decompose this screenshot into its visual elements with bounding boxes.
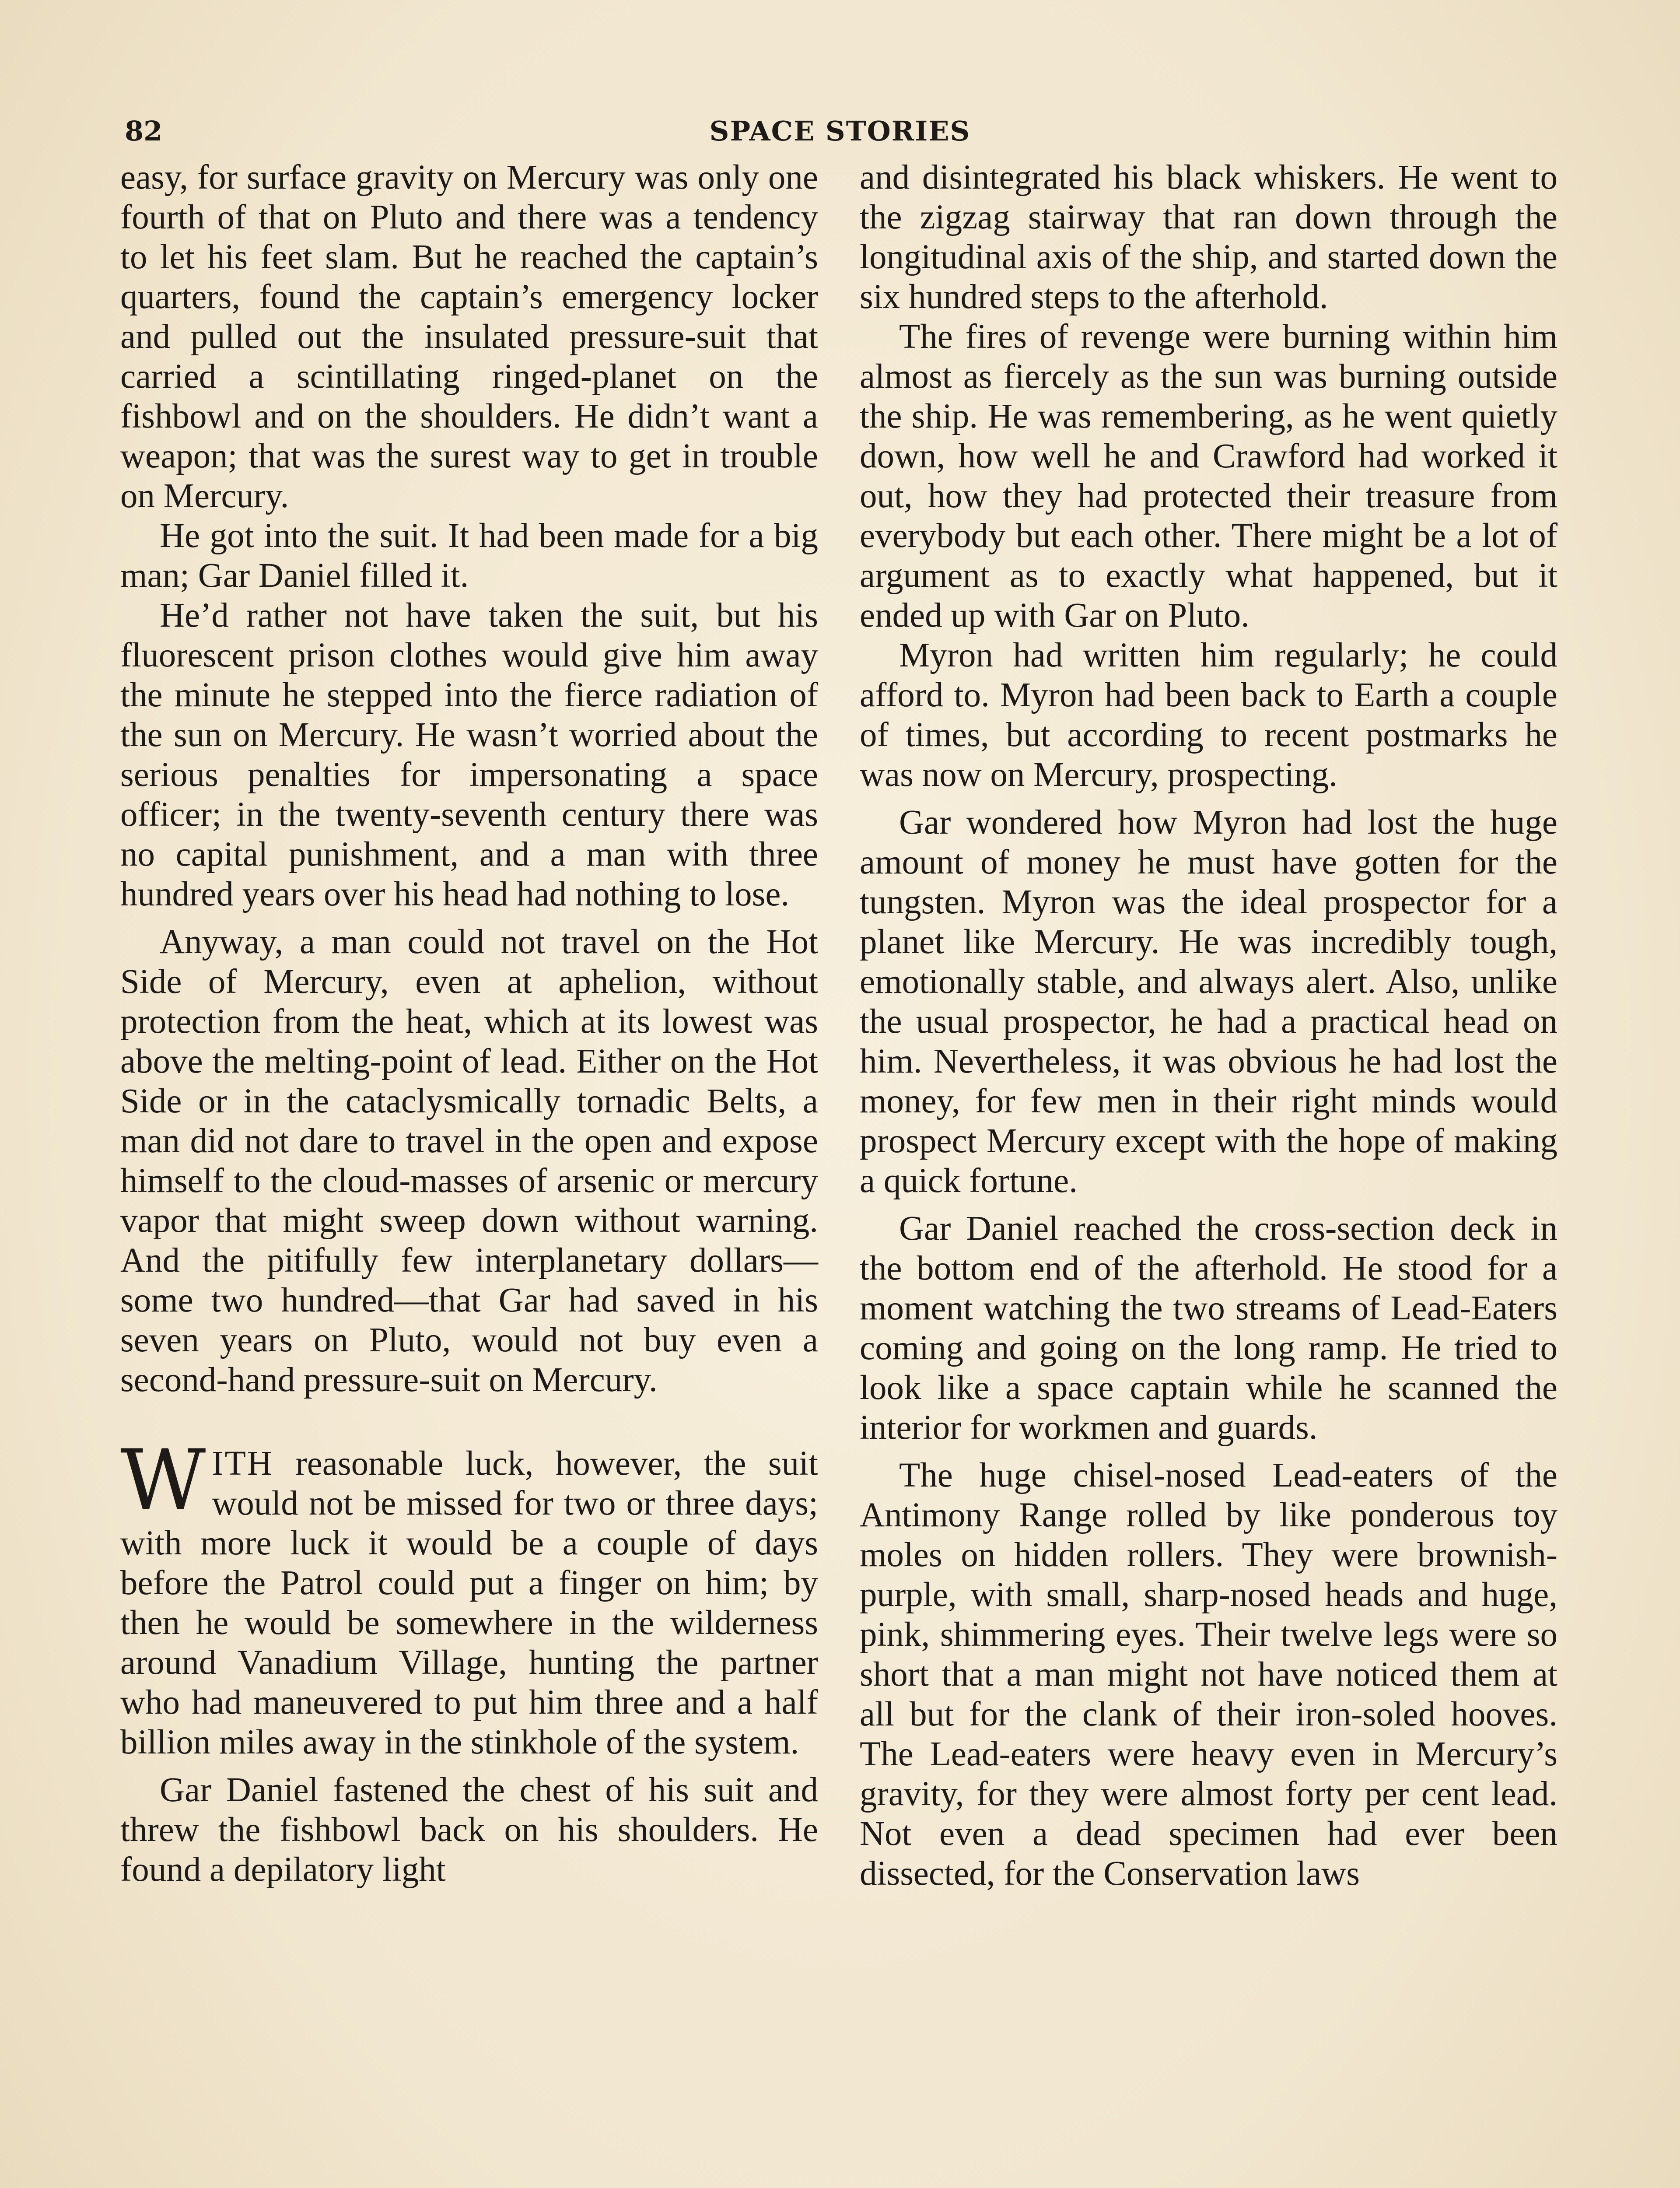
running-title: SPACE STORIES xyxy=(709,115,971,147)
drop-cap: W xyxy=(120,1432,206,1529)
paragraph: Gar Daniel reached the cross-section deck in the bottom end of the afterhold. He stood for a moment watching the two streams of Lead-Eaters coming and going on the long ramp. He tried to look like a space captain while he scanned the interior for workmen and guards. xyxy=(860,1210,1558,1447)
paragraph: The huge chisel-nosed Lead-eaters of the Antimony Range rolled by like ponderous toy moles on hidden rollers. They were brownish-purple, with small, sharp-nosed heads and huge, pink, shimmering eyes. Their twelve legs were so short that a man might not have noticed them at all but for the clank of their iron-soled hooves. The Lead-eaters were heavy even in Mercury’s gravity, for they were almost forty per cent lead. Not even a dead specimen had ever been dissected, for the Conservation laws xyxy=(860,1456,1558,1893)
section-opening-paragraph xyxy=(120,1432,818,1762)
paragraph: and disintegrated his black whiskers. He went to the zigzag stairway that ran down through the longitudinal axis of the ship, and started down the six hundred steps to the afterhold. xyxy=(860,158,1558,316)
paragraph: The fires of revenge were burning within him almost as fiercely as the sun was burning outside the ship. He was remembering, as he went quietly down, how well he and Crawford had worked it out, how they had protected their treasure from everybody but each other. There might be a lot of argument as to exactly what happened, but it ended up with Gar on Pluto. xyxy=(860,318,1558,635)
paragraph: easy, for surface gravity on Mercury was only one fourth of that on Pluto and there was a tendency to let his feet slam. But he reached the captain’s quarters, found the captain’s emergency locker and pulled out the insulated pressure-suit that carried a scintillating ringed-planet on the fishbowl and on the shoulders. He didn’t want a weapon; that was the surest way to get in trouble on Mercury. xyxy=(120,158,818,515)
left-column xyxy=(120,158,818,1890)
page-header xyxy=(125,109,1555,153)
paragraph: He got into the suit. It had been made for a big man; Gar Daniel filled it. xyxy=(120,517,818,595)
paragraph: Gar Daniel fastened the chest of his suit and threw the fishbowl back on his shoulders. He found a depilatory light xyxy=(120,1771,818,1889)
page-number: 82 xyxy=(125,115,163,147)
small-caps-lead: ITH xyxy=(212,1445,273,1483)
paragraph: Gar wondered how Myron had lost the huge amount of money he must have gotten for the tungsten. Myron was the ideal prospector for a planet like Mercury. He was incredibly tough, emotionally stable, and always alert. Also, unlike the usual prospector, he had a practical head on him. Nevertheless, it was obvious he had lost the money, for few men in their right minds would prospect Mercury except with the hope of making a quick fortune. xyxy=(860,803,1558,1200)
paragraph: Myron had written him regularly; he could afford to. Myron had been back to Earth a couple of times, but according to recent postmarks he was now on Mercury, prospecting. xyxy=(860,636,1558,794)
paragraph-text: reasonable luck, however, the suit would not be missed for two or three days; with more luck it would be a couple of days before the Patrol could put a finger on him; by then he would be somewhere in the wilderness around Vanadium Village, hunting the partner who had maneuvered to put him three and a half billion miles away in the stinkhole of the system. xyxy=(120,1445,818,1761)
right-column xyxy=(860,158,1558,1893)
paragraph: He’d rather not have taken the suit, but his fluorescent prison clothes would give him away the minute he stepped into the fierce radiation of the sun on Mercury. He wasn’t worried about the serious penalties for impersonating a space officer; in the twenty-seventh century there was no capital punishment, and a man with three hundred years over his head had nothing to lose. xyxy=(120,596,818,913)
paragraph: Anyway, a man could not travel on the Hot Side of Mercury, even at aphelion, without protection from the heat, which at its lowest was above the melting-point of lead. Either on the Hot Side or in the cataclysmically tornadic Belts, a man did not dare to travel in the open and expose himself to the cloud-masses of arsenic or mercury vapor that might sweep down without warning. And the pitifully few interplanetary dollars— some two hundred––that Gar had saved in his seven years on Pluto, would not buy even a second-hand pressure-suit on Mercury. xyxy=(120,923,818,1399)
